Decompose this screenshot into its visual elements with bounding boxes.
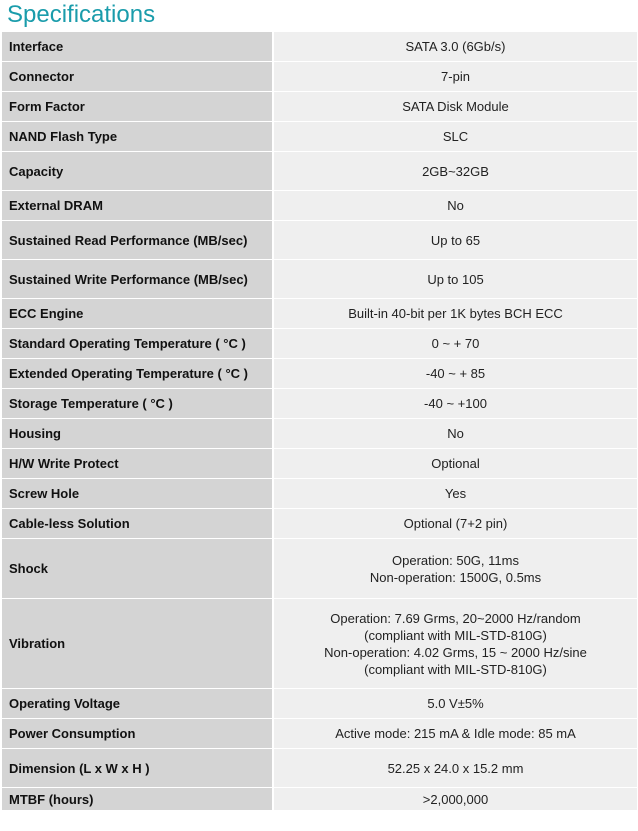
spec-row [2,389,637,418]
spec-value [274,62,637,91]
spec-value-line: >2,000,000 [422,791,489,807]
spec-value-line: 0 ~ + 70 [431,336,480,351]
spec-value-line: -40 ~ +100 [424,396,487,411]
spec-value [274,32,637,61]
spec-label: Vibration [2,599,272,688]
spec-value-line: Up to 105 [427,271,484,287]
spec-value [274,389,637,418]
spec-label: Housing [2,419,272,448]
spec-label: Operating Voltage [2,689,272,718]
spec-label: Form Factor [2,92,272,121]
spec-label: Shock [2,539,272,598]
spec-value-line: Optional (7+2 pin) [403,516,508,531]
spec-row [2,419,637,448]
spec-row [2,221,637,259]
page-title: Specifications [7,1,156,28]
spec-value [274,359,637,388]
spec-value-line: -40 ~ + 85 [425,366,486,381]
spec-label: Capacity [2,152,272,190]
spec-value [274,152,637,190]
spec-row [2,359,637,388]
spec-label: Sustained Write Performance (MB/sec) [2,260,272,298]
spec-label: Cable-less Solution [2,509,272,538]
spec-value [274,719,637,748]
spec-value [274,191,637,220]
spec-value [274,122,637,151]
spec-label: Power Consumption [2,719,272,748]
spec-value-line: Up to 65 [430,232,481,248]
spec-row [2,92,637,121]
spec-value-line: 2GB~32GB [422,163,489,179]
spec-label: H/W Write Protect [2,449,272,478]
spec-label: Standard Operating Temperature ( °C ) [2,329,272,358]
spec-label: Extended Operating Temperature ( °C ) [2,359,272,388]
spec-value [274,419,637,448]
spec-value-line: Yes [444,486,467,501]
spec-label: Dimension (L x W x H ) [2,749,272,787]
spec-row [2,299,637,328]
spec-value [274,299,637,328]
spec-value [274,92,637,121]
spec-row [2,749,637,787]
spec-row [2,539,637,598]
spec-value-line: (compliant with MIL-STD-810G) [364,661,547,677]
spec-value-line: Built-in 40-bit per 1K bytes BCH ECC [348,306,563,321]
spec-value-line: SLC [442,129,469,144]
spec-value [274,479,637,508]
spec-value [274,221,637,259]
spec-value-line: Operation: 50G, 11ms [392,552,519,568]
spec-value-line: SATA Disk Module [402,99,509,114]
spec-row [2,152,637,190]
spec-value-line: 52.25 x 24.0 x 15.2 mm [387,760,524,776]
spec-row [2,599,637,688]
spec-value [274,689,637,718]
spec-value [274,329,637,358]
spec-value-line: Active mode: 215 mA & Idle mode: 85 mA [335,726,576,741]
spec-value [274,599,637,688]
spec-row [2,191,637,220]
spec-label: Interface [2,32,272,61]
spec-label: MTBF (hours) [2,788,272,810]
spec-row [2,479,637,508]
spec-label: Connector [2,62,272,91]
spec-label: Sustained Read Performance (MB/sec) [2,221,272,259]
spec-row [2,719,637,748]
spec-value [274,260,637,298]
specifications-table [2,32,637,811]
spec-label: External DRAM [2,191,272,220]
spec-row [2,32,637,61]
spec-value-line: Non-operation: 1500G, 0.5ms [369,569,542,585]
spec-value-line: Non-operation: 4.02 Grms, 15 ~ 2000 Hz/sine [324,644,587,660]
spec-label: ECC Engine [2,299,272,328]
spec-row [2,449,637,478]
spec-row [2,788,637,810]
spec-value-line: Optional [431,456,480,471]
spec-value [274,539,637,598]
spec-value-line: No [447,426,464,441]
spec-value-line: No [447,198,464,213]
spec-value-line: Operation: 7.69 Grms, 20~2000 Hz/random [330,610,581,626]
spec-row [2,329,637,358]
spec-value [274,449,637,478]
spec-value-line: 5.0 V±5% [427,696,484,711]
spec-row [2,122,637,151]
spec-row [2,260,637,298]
spec-value-line: SATA 3.0 (6Gb/s) [405,39,506,54]
spec-value-line: 7-pin [441,69,470,84]
spec-label: Storage Temperature ( °C ) [2,389,272,418]
spec-value [274,509,637,538]
spec-label: NAND Flash Type [2,122,272,151]
spec-value-line: (compliant with MIL-STD-810G) [364,627,547,643]
spec-row [2,62,637,91]
spec-value [274,788,637,810]
spec-row [2,689,637,718]
spec-value [274,749,637,787]
spec-label: Screw Hole [2,479,272,508]
spec-row [2,509,637,538]
